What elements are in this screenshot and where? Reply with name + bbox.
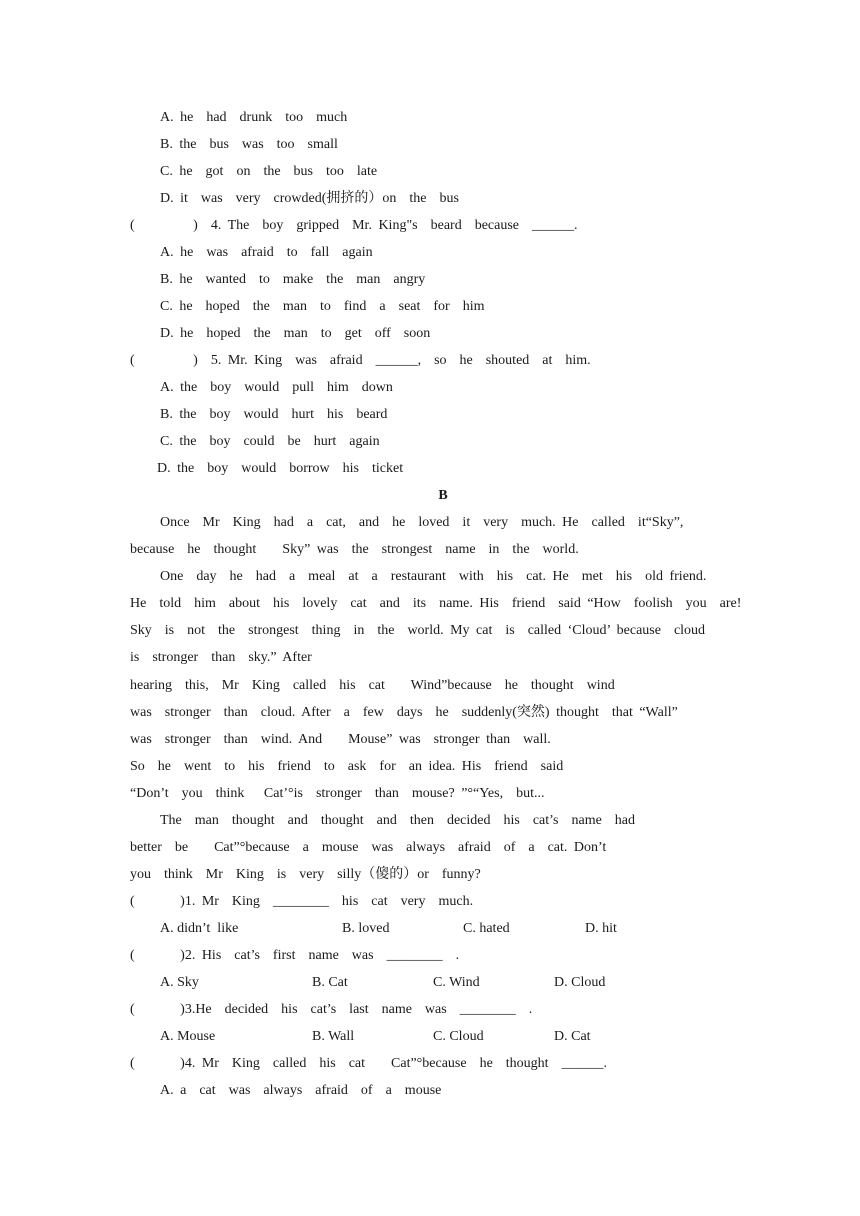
passage-line: you think Mr King is very silly（傻的）or funny? xyxy=(130,867,481,882)
q4-option-d: D. he hoped the man to get off soon xyxy=(160,326,431,341)
passage-line: “Don’t you think Cat’°is stronger than mouse? ”°“Yes, but... xyxy=(130,786,545,801)
b-q3-option-c: C. Cloud xyxy=(433,1029,484,1044)
q5-option-a: A. the boy would pull him down xyxy=(160,380,393,395)
b-q4-stem: ( )4. Mr King called his cat Cat”°because he thought ______. xyxy=(130,1056,608,1071)
b-q1-stem: ( )1. Mr King ________ his cat very much. xyxy=(130,894,474,909)
q5-option-b: B. the boy would hurt his beard xyxy=(160,407,388,422)
b-q1-option-b: B. loved xyxy=(342,921,390,936)
b-q4-option-a: A. a cat was always afraid of a mouse xyxy=(160,1083,442,1098)
passage-line: Sky is not the strongest thing in the world. My cat is called ‘Cloud’ because cloud xyxy=(130,623,706,638)
b-q2-option-c: C. Wind xyxy=(433,975,480,990)
b-q3-option-a: A. Mouse xyxy=(160,1029,216,1044)
q4-option-a: A. he was afraid to fall again xyxy=(160,245,373,260)
passage-line: hearing this, Mr King called his cat Wind”because he thought wind xyxy=(130,678,615,693)
b-q1-option-c: C. hated xyxy=(463,921,510,936)
passage-line: is stronger than sky.” After xyxy=(130,650,312,665)
b-q3-option-b: B. Wall xyxy=(312,1029,355,1044)
passage-line: So he went to his friend to ask for an idea. His friend said xyxy=(130,759,564,774)
q5-stem: ( ) 5. Mr. King was afraid ______, so he shouted at him. xyxy=(130,353,591,368)
passage-line: was stronger than wind. And Mouse” was stronger than wall. xyxy=(130,732,551,747)
q4-stem: ( ) 4. The boy gripped Mr. King"s beard because ______. xyxy=(130,218,578,233)
b-q2-option-d: D. Cloud xyxy=(554,975,606,990)
q3-option-c: C. he got on the bus too late xyxy=(160,164,378,179)
b-q1-option-a: A. didn’t like xyxy=(160,921,239,936)
b-q2-option-b: B. Cat xyxy=(312,975,348,990)
b-q2-stem: ( )2. His cat’s first name was ________ . xyxy=(130,948,460,963)
b-q1-option-d: D. hit xyxy=(585,921,617,936)
passage-line: was stronger than cloud. After a few days he suddenly(突然) thought that “Wall” xyxy=(130,705,678,720)
q5-option-d: D. the boy would borrow his ticket xyxy=(157,461,404,476)
q4-option-c: C. he hoped the man to find a seat for him xyxy=(160,299,485,314)
b-q2-option-a: A. Sky xyxy=(160,975,199,990)
q3-option-b: B. the bus was too small xyxy=(160,137,338,152)
q3-option-d: D. it was very crowded(拥挤的）on the bus xyxy=(160,191,459,206)
passage-line: better be Cat”°because a mouse was always afraid of a cat. Don’t xyxy=(130,840,607,855)
passage-line: Once Mr King had a cat, and he loved it very much. He called it“Sky”, xyxy=(160,515,684,530)
b-q3-option-d: D. Cat xyxy=(554,1029,591,1044)
q5-option-c: C. the boy could be hurt again xyxy=(160,434,380,449)
passage-line: The man thought and thought and then decided his cat’s name had xyxy=(160,813,636,828)
section-heading: B xyxy=(438,488,448,503)
b-q3-stem: ( )3.He decided his cat’s last name was ________ . xyxy=(130,1002,533,1017)
passage-line: because he thought Sky” was the strongest name in the world. xyxy=(130,542,579,557)
passage-line: He told him about his lovely cat and its name. His friend said “How foolish you are! xyxy=(130,596,742,611)
passage-line: One day he had a meal at a restaurant with his cat. He met his old friend. xyxy=(160,569,707,584)
q3-option-a: A. he had drunk too much xyxy=(160,110,348,125)
q4-option-b: B. he wanted to make the man angry xyxy=(160,272,426,287)
